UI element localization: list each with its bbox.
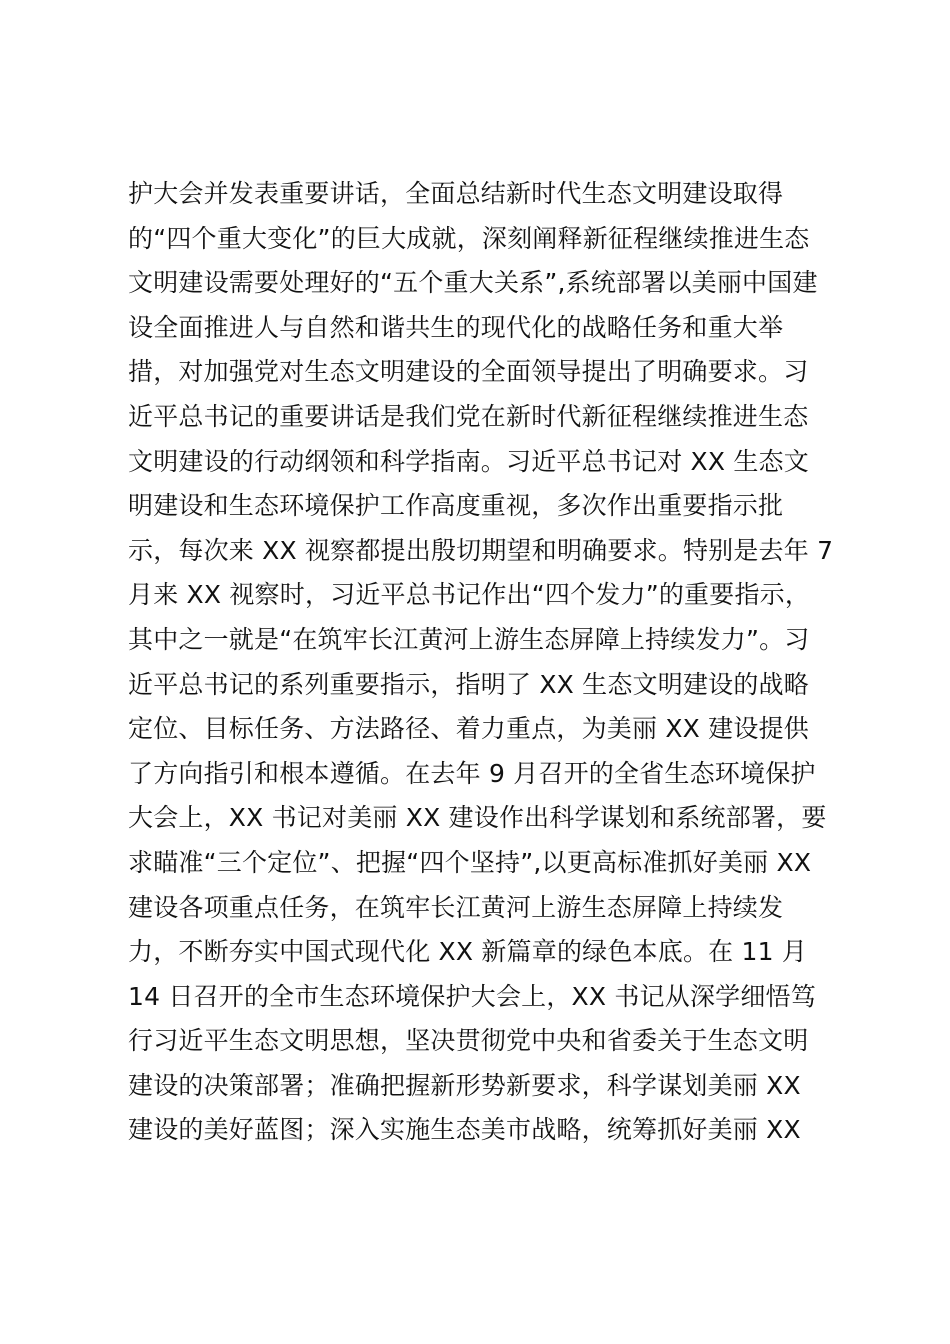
text-line: 近平总书记的系列重要指示，指明了 XX 生态文明建设的战略 xyxy=(128,669,809,699)
text-line: 建设的美好蓝图；深入实施生态美市战略，统筹抓好美丽 XX xyxy=(128,1115,801,1145)
text-line: 文明建设需要处理好的“五个重大关系”,系统部署以美丽中国建 xyxy=(128,268,818,298)
text-line: 建设各项重点任务，在筑牢长江黄河上游生态屏障上持续发 xyxy=(128,892,784,922)
text-line: 14 日召开的全市生态环境保护大会上，XX 书记从深学细悟笃 xyxy=(128,981,816,1011)
text-line: 文明建设的行动纲领和科学指南。习近平总书记对 XX 生态文 xyxy=(128,446,809,476)
text-line: 其中之一就是“在筑牢长江黄河上游生态屏障上持续发力”。习 xyxy=(128,624,810,654)
text-line: 求瞄准“三个定位”、把握“四个坚持”,以更高标准抓好美丽 XX xyxy=(128,847,812,877)
text-line: 措，对加强党对生态文明建设的全面领导提出了明确要求。习 xyxy=(128,357,809,387)
text-line: 近平总书记的重要讲话是我们党在新时代新征程继续推进生态 xyxy=(128,401,809,431)
body-paragraph xyxy=(128,172,838,1153)
text-line: 大会上，XX 书记对美丽 XX 建设作出科学谋划和系统部署，要 xyxy=(128,803,827,833)
text-line: 护大会并发表重要讲话，全面总结新时代生态文明建设取得 xyxy=(128,179,784,208)
text-line: 的“四个重大变化”的巨大成就，深刻阐释新征程继续推进生态 xyxy=(128,223,810,253)
text-line: 示，每次来 XX 视察都提出殷切期望和明确要求。特别是去年 7 xyxy=(128,535,834,565)
text-line: 设全面推进人与自然和谐共生的现代化的战略任务和重大举 xyxy=(128,312,784,342)
text-line: 行习近平生态文明思想，坚决贯彻党中央和省委关于生态文明 xyxy=(128,1026,809,1056)
text-line: 明建设和生态环境保护工作高度重视，多次作出重要指示批 xyxy=(128,491,784,521)
text-line: 月来 XX 视察时，习近平总书记作出“四个发力”的重要指示， xyxy=(128,580,811,610)
text-line: 力，不断夯实中国式现代化 XX 新篇章的绿色本底。在 11 月 xyxy=(128,937,808,967)
text-line: 定位、目标任务、方法路径、着力重点，为美丽 XX 建设提供 xyxy=(128,714,809,744)
text-line: 建设的决策部署；准确把握新形势新要求，科学谋划美丽 XX xyxy=(128,1070,801,1100)
text-line: 了方向指引和根本遵循。在去年 9 月召开的全省生态环境保护 xyxy=(128,758,816,788)
